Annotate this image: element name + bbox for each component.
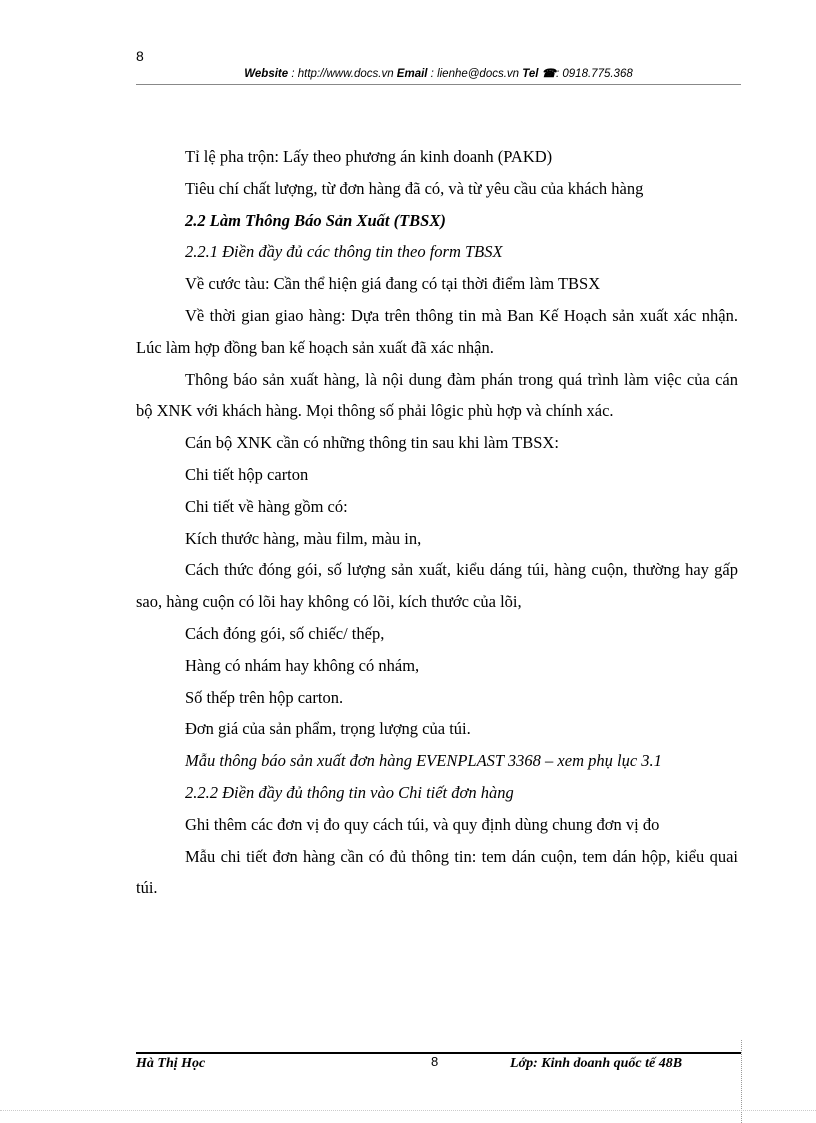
paragraph: Cán bộ XNK cần có những thông tin sau khi làm TBSX: xyxy=(185,433,559,453)
header-page-number: 8 xyxy=(136,48,144,64)
list-item: Cách đóng gói, số chiếc/ thếp, xyxy=(185,623,385,643)
page-bottom-border xyxy=(0,1110,816,1111)
header-divider xyxy=(136,84,741,85)
footer-class: Lớp: Kinh doanh quốc tế 48B xyxy=(510,1056,683,1071)
list-item: Số thếp trên hộp carton. xyxy=(185,687,344,707)
footer-author: Hà Thị Học xyxy=(136,1056,206,1071)
website-value: : http://www.docs.vn xyxy=(288,68,397,80)
tel-label: Tel xyxy=(522,68,539,80)
list-item: Chi tiết hộp carton xyxy=(185,464,309,484)
subsection-heading-2-2-2: 2.2.2 Điền đầy đủ thông tin vào Chi tiết đơn hàng xyxy=(185,782,514,802)
phone-icon: ☎ xyxy=(541,68,556,80)
paragraph: Về cước tàu: Cần thể hiện giá đang có tại thời điểm làm TBSX xyxy=(185,274,601,294)
paragraph: Tiêu chí chất lượng, từ đơn hàng đã có, và từ yêu cầu của khách hàng xyxy=(185,178,644,198)
appendix-reference: Mẫu thông báo sản xuất đơn hàng EVENPLAST 3368 – xem phụ lục 3.1 xyxy=(185,751,662,771)
list-item: Kích thước hàng, màu film, màu in, xyxy=(185,528,422,548)
list-item: Đơn giá của sản phẩm, trọng lượng của túi. xyxy=(185,719,471,739)
email-label: Email xyxy=(396,68,428,80)
subsection-heading-2-2-1: 2.2.1 Điền đầy đủ các thông tin theo form TBSX xyxy=(185,242,503,262)
paragraph: Thông báo sản xuất hàng, là nội dung đàm phán trong quá trình làm việc của cán bộ XNK với khách hàng. Mọi thông số phải lôgic phù hợp và chính xác. xyxy=(136,369,738,421)
website-label: Website xyxy=(244,68,289,80)
header-contact-line xyxy=(136,66,741,80)
paragraph: Mẫu chi tiết đơn hàng cần có đủ thông tin: tem dán cuộn, tem dán hộp, kiểu quai túi. xyxy=(136,846,738,898)
document-body xyxy=(136,141,738,904)
paragraph: Ghi thêm các đơn vị đo quy cách túi, và quy định dùng chung đơn vị đo xyxy=(185,814,660,834)
list-item: Cách thức đóng gói, số lượng sản xuất, kiểu dáng túi, hàng cuộn, thường hay gấp sao, hàng cuộn có lõi hay không có lõi, kích thước của lõi, xyxy=(136,560,738,612)
footer-divider xyxy=(136,1052,741,1054)
email-value: : lienhe@docs.vn xyxy=(427,68,523,80)
tel-value: : 0918.775.368 xyxy=(556,68,633,80)
footer-page-number: 8 xyxy=(431,1054,439,1069)
paragraph: Về thời gian giao hàng: Dựa trên thông tin mà Ban Kế Hoạch sản xuất xác nhận. Lúc làm hợp đồng ban kế hoạch sản xuất đã xác nhận. xyxy=(136,305,738,357)
list-item: Hàng có nhám hay không có nhám, xyxy=(185,655,420,675)
list-item: Chi tiết về hàng gồm có: xyxy=(185,496,348,516)
paragraph: Tỉ lệ pha trộn: Lấy theo phương án kinh doanh (PAKD) xyxy=(185,147,553,166)
section-heading-2-2: 2.2 Làm Thông Báo Sản Xuất (TBSX) xyxy=(185,210,446,230)
